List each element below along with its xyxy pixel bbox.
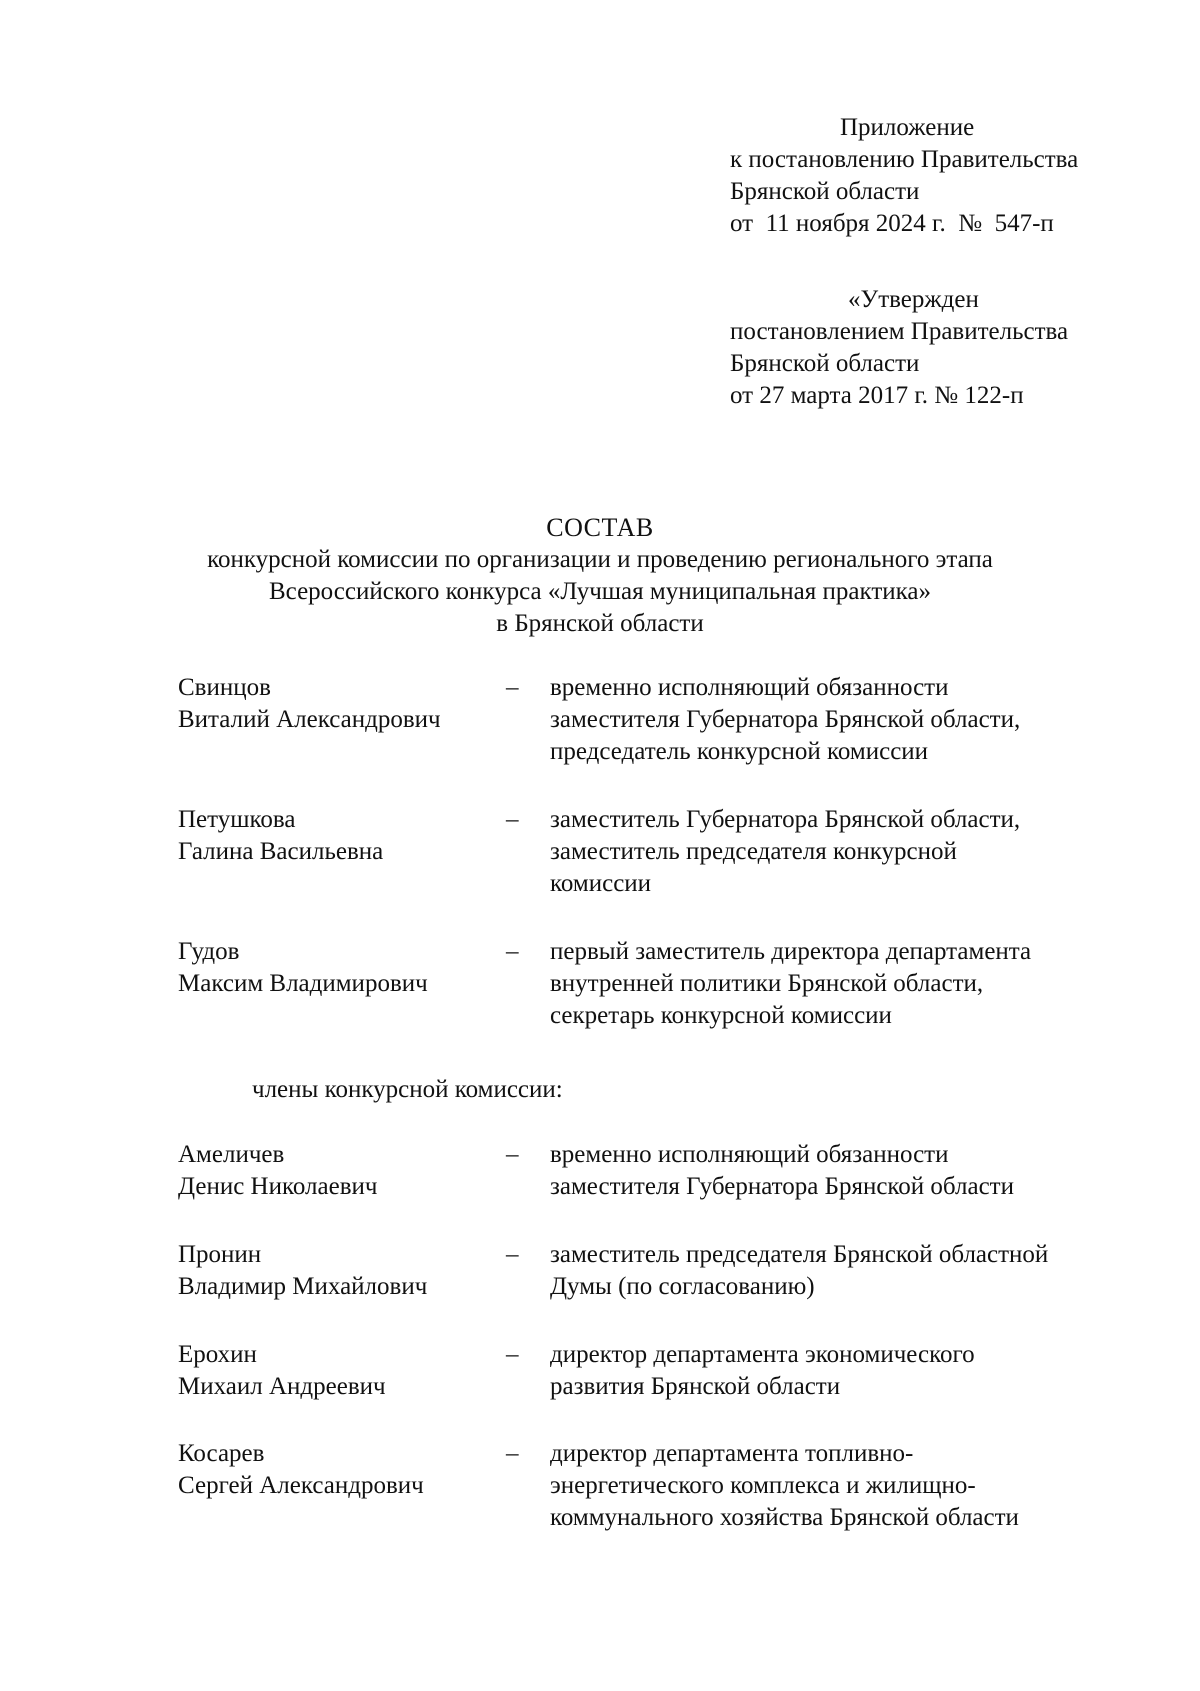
person-given-name: Михаил Андреевич bbox=[178, 1373, 386, 1400]
document-heading bbox=[0, 512, 1200, 640]
person-name bbox=[178, 1239, 498, 1303]
approved-block bbox=[730, 284, 1068, 412]
role-line: коммунального хозяйства Брянской области bbox=[550, 1504, 1019, 1531]
person-given-name: Сергей Александрович bbox=[178, 1472, 424, 1499]
approved-title: «Утвержден bbox=[848, 286, 979, 313]
role-line: директор департамента топливно- bbox=[550, 1440, 914, 1467]
role-line: внутренней политики Брянской области, bbox=[550, 970, 984, 997]
person-role bbox=[550, 1239, 1140, 1303]
person-name bbox=[178, 936, 498, 1000]
approved-line: постановлением Правительства bbox=[730, 318, 1069, 345]
person-role bbox=[550, 672, 1140, 768]
appendix-title: Приложение bbox=[840, 114, 975, 141]
approved-date: от 27 марта 2017 г. № 122-п bbox=[730, 382, 1024, 409]
person-name bbox=[178, 672, 498, 736]
heading-line: Всероссийского конкурса «Лучшая муниципальная практика» bbox=[269, 578, 931, 605]
members-heading: члены конкурсной комиссии: bbox=[252, 1076, 563, 1103]
appendix-line: к постановлению Правительства bbox=[730, 146, 1079, 173]
person-surname: Петушкова bbox=[178, 806, 296, 833]
dash-separator: – bbox=[506, 806, 519, 833]
role-line: заместителя Губернатора Брянской области, bbox=[550, 706, 1021, 733]
dash-separator: – bbox=[506, 1241, 519, 1268]
appendix-date: от 11 ноября 2024 г. № 547-п bbox=[730, 210, 1054, 237]
person-name bbox=[178, 1438, 498, 1502]
role-line: временно исполняющий обязанности bbox=[550, 1141, 949, 1168]
person-name bbox=[178, 804, 498, 868]
approved-line: Брянской области bbox=[730, 350, 920, 377]
dash-separator: – bbox=[506, 1440, 519, 1467]
person-surname: Косарев bbox=[178, 1440, 265, 1467]
role-line: секретарь конкурсной комиссии bbox=[550, 1002, 892, 1029]
person-role bbox=[550, 1339, 1140, 1403]
person-surname: Амеличев bbox=[178, 1141, 285, 1168]
dash-separator: – bbox=[506, 1341, 519, 1368]
dash-separator: – bbox=[506, 938, 519, 965]
person-given-name: Максим Владимирович bbox=[178, 970, 428, 997]
person-role bbox=[550, 1438, 1140, 1534]
document-title: СОСТАВ bbox=[546, 513, 654, 542]
role-line: Думы (по согласованию) bbox=[550, 1273, 815, 1300]
appendix-line: Брянской области bbox=[730, 178, 920, 205]
person-surname: Пронин bbox=[178, 1241, 262, 1268]
role-line: комиссии bbox=[550, 870, 652, 897]
role-line: председатель конкурсной комиссии bbox=[550, 738, 929, 765]
role-line: заместитель председателя конкурсной bbox=[550, 838, 957, 865]
role-line: директор департамента экономического bbox=[550, 1341, 975, 1368]
role-line: заместитель председателя Брянской областной bbox=[550, 1241, 1049, 1268]
person-surname: Свинцов bbox=[178, 674, 271, 701]
person-role bbox=[550, 936, 1140, 1032]
person-role bbox=[550, 1139, 1140, 1203]
role-line: энергетического комплекса и жилищно- bbox=[550, 1472, 976, 1499]
person-role bbox=[550, 804, 1140, 900]
person-given-name: Виталий Александрович bbox=[178, 706, 441, 733]
appendix-block bbox=[730, 112, 1078, 240]
person-surname: Гудов bbox=[178, 938, 240, 965]
person-given-name: Денис Николаевич bbox=[178, 1173, 378, 1200]
dash-separator: – bbox=[506, 1141, 519, 1168]
role-line: заместителя Губернатора Брянской области bbox=[550, 1173, 1014, 1200]
heading-line: конкурсной комиссии по организации и проведению регионального этапа bbox=[207, 546, 993, 573]
role-line: заместитель Губернатора Брянской области, bbox=[550, 806, 1021, 833]
role-line: первый заместитель директора департамента bbox=[550, 938, 1032, 965]
role-line: временно исполняющий обязанности bbox=[550, 674, 949, 701]
role-line: развития Брянской области bbox=[550, 1373, 841, 1400]
person-given-name: Галина Васильевна bbox=[178, 838, 384, 865]
heading-line: в Брянской области bbox=[496, 610, 704, 637]
person-name bbox=[178, 1339, 498, 1403]
dash-separator: – bbox=[506, 674, 519, 701]
person-given-name: Владимир Михайлович bbox=[178, 1273, 428, 1300]
person-surname: Ерохин bbox=[178, 1341, 257, 1368]
person-name bbox=[178, 1139, 498, 1203]
